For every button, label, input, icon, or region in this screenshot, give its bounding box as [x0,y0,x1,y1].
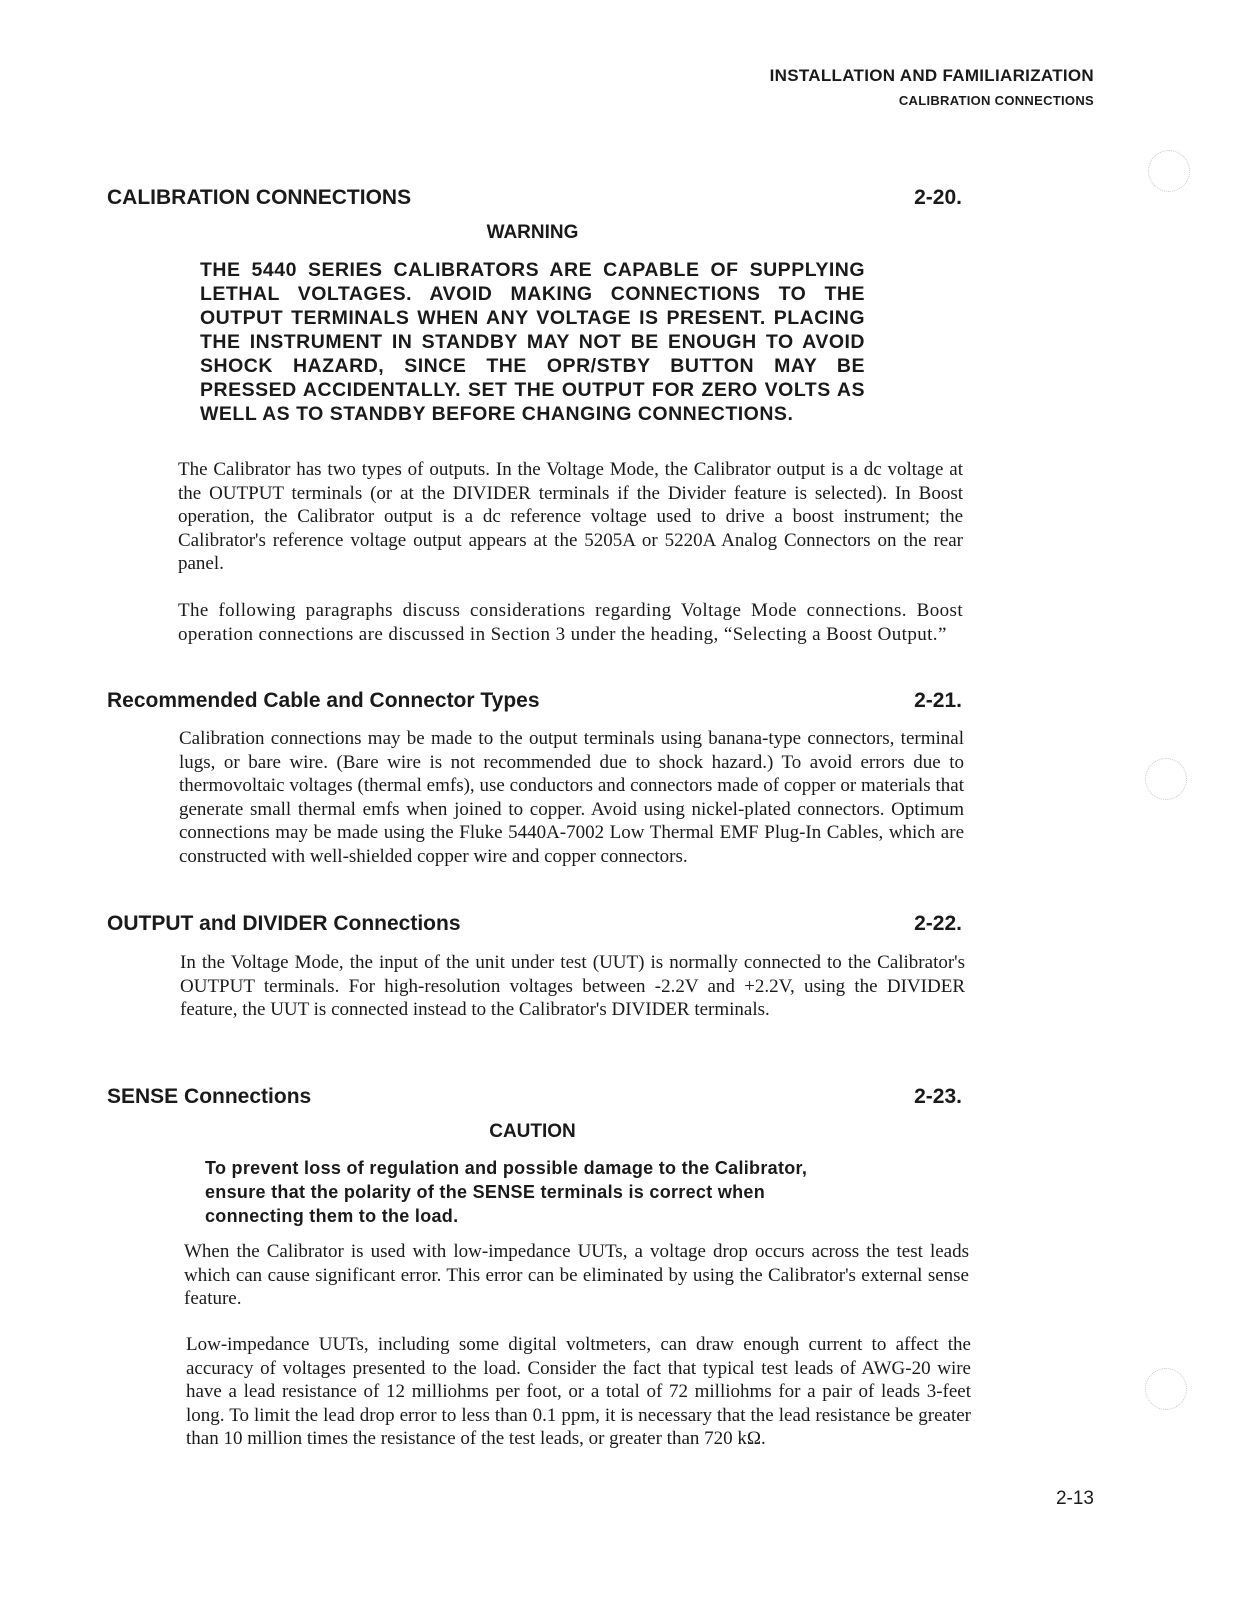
section-heading-sense [107,1085,962,1111]
caution-label: CAUTION [489,1121,576,1142]
running-header-subtitle: CALIBRATION CONNECTIONS [898,93,1094,108]
section-heading-cable [107,689,962,715]
section-title: CALIBRATION CONNECTIONS [107,186,412,209]
section-number: 2-23. [914,1085,962,1108]
running-header-title: INSTALLATION AND FAMILIARIZATION [769,66,1094,85]
paragraph: Calibration connections may be made to the output terminals using banana-type connectors, terminal lugs, or bare wire. (Bare wire is not recommended due to shock hazard.) To avoid errors due to thermovoltaic voltages (thermal emfs), use conductors and connectors made of copper or materials that generate small thermal emfs when joined to copper. Avoid using nickel-plated connectors. Optimum connections may be made using the Fluke 5440A-7002 Low Thermal EMF Plug-In Cables, which are constructed with well-shielded copper wire and copper connectors. [179,728,964,867]
section-number: 2-20. [914,186,962,209]
paragraph: The following paragraphs discuss considerations regarding Voltage Mode connections. Boost operation connections are discussed in Section 3 under the heading, “Selecting a Boost Output.” [178,600,963,645]
section-number: 2-21. [914,689,962,712]
section-title: SENSE Connections [107,1085,312,1108]
punch-hole-top [1148,150,1190,192]
paragraph: The Calibrator has two types of outputs. In the Voltage Mode, the Calibrator output is a dc voltage at the OUTPUT terminals (or at the DIVIDER terminals if the Divider feature is selected). In Boost operation, the Calibrator output is a dc reference voltage used to drive a boost instrument; the Calibrator's reference voltage output appears at the 5205A or 5220A Analog Connectors on the rear panel. [178,459,963,574]
section-title: OUTPUT and DIVIDER Connections [107,912,461,935]
section-number: 2-22. [914,912,962,935]
caution-text: To prevent loss of regulation and possible damage to the Calibrator, ensure that the polarity of the SENSE terminals is correct when connecting them to the load. [205,1158,808,1226]
section-title: Recommended Cable and Connector Types [107,689,540,712]
paragraph: Low-impedance UUTs, including some digital voltmeters, can draw enough current to affect the accuracy of voltages presented to the load. Consider the fact that typical test leads of AWG-20 wire have a lead resistance of 12 milliohms per foot, or a total of 72 milliohms for a pair of leads 3-feet long. To limit the lead drop error to less than 0.1 ppm, it is necessary that the lead resistance be greater than 10 million times the resistance of the test leads, or greater than 720 kΩ. [186,1334,971,1449]
page-number: 2-13 [1055,1488,1094,1509]
punch-hole-middle [1145,758,1187,800]
section-heading-calibration [107,186,962,212]
punch-hole-bottom [1145,1368,1187,1410]
warning-text: THE 5440 SERIES CALIBRATORS ARE CAPABLE OF SUPPLYING LETHAL VOLTAGES. AVOID MAKING CONNECTIONS TO THE OUTPUT TERMINALS WHEN ANY VOLTAGE IS PRESENT. PLACING THE INSTRUMENT IN STANDBY MAY NOT BE ENOUGH TO AVOID SHOCK HAZARD, SINCE THE OPR/STBY BUTTON MAY BE PRESSED ACCIDENTALLY. SET THE OUTPUT FOR ZERO VOLTS AS WELL AS TO STANDBY BEFORE CHANGING CONNECTIONS. [200,259,865,425]
section-heading-output [107,912,962,938]
paragraph: In the Voltage Mode, the input of the unit under test (UUT) is normally connected to the Calibrator's OUTPUT terminals. For high-resolution voltages between -2.2V and +2.2V, using the DIVIDER feature, the UUT is connected instead to the Calibrator's DIVIDER terminals. [180,952,965,1020]
paragraph: When the Calibrator is used with low-impedance UUTs, a voltage drop occurs across the test leads which can cause significant error. This error can be eliminated by using the Calibrator's external sense feature. [184,1241,969,1309]
warning-label: WARNING [486,222,579,243]
